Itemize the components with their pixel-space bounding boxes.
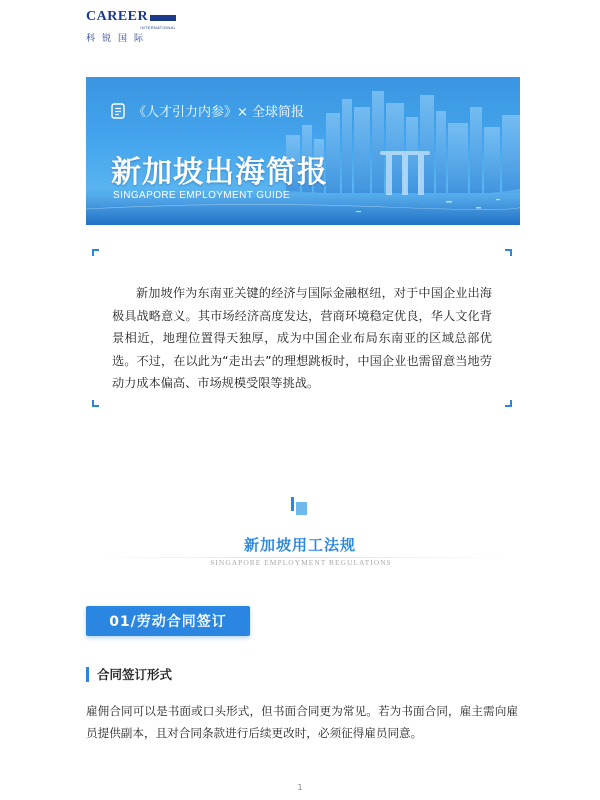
banner-tagline-text: 《人才引力内参》× 全球简报 [133,105,305,120]
section-title: 新加坡用工法规 [243,536,356,554]
banner-title: 新加坡出海简报 [111,155,328,190]
section-subtitle-wrap [97,553,505,567]
chapter-heading: 01/劳动合同签订 [86,606,250,636]
subsection-heading-text: 合同签订形式 [97,667,173,682]
hero-banner [86,77,520,225]
section-subtitle: SINGAPORE EMPLOYMENT REGULATIONS [210,558,392,567]
subsection-body: 雇佣合同可以是书面或口头形式，但书面合同更为常见。若为书面合同，雇主需向雇员提供副本，且对合同条款进行后续更改时，必须征得雇员同意。 [86,704,518,740]
logo-chinese-text: 科锐国际 [86,34,151,44]
banner-subtitle: SINGAPORE EMPLOYMENT GUIDE [113,190,290,201]
corner-bracket-top-right [505,249,512,256]
subsection-accent-bar [86,667,89,682]
banner-tagline [111,101,304,120]
company-logo [86,10,176,44]
corner-bracket-top-left [92,249,99,256]
corner-bracket-bottom-left [92,400,99,407]
logo-brand-text: CAREER [86,9,149,24]
section-icon [291,497,313,515]
corner-bracket-bottom-right [505,400,512,407]
logo-bar [150,15,176,21]
logo-sub-text: INTERNATIONAL [140,25,176,30]
page-number: 1 [297,783,303,792]
intro-paragraph: 新加坡作为东南亚关键的经济与国际金融枢纽，对于中国企业出海极具战略意义。其市场经济高度发达，营商环境稳定优良，华人文化背景相近，地理位置得天独厚，成为中国企业布局东南亚的区域总部优选。不过，在以此为“走出去”的理想跳板时，中国企业也需留意当地劳动力成本偏高、市场规模受限等挑战。 [112,286,492,390]
document-icon [111,103,125,119]
subsection-heading [86,665,172,683]
